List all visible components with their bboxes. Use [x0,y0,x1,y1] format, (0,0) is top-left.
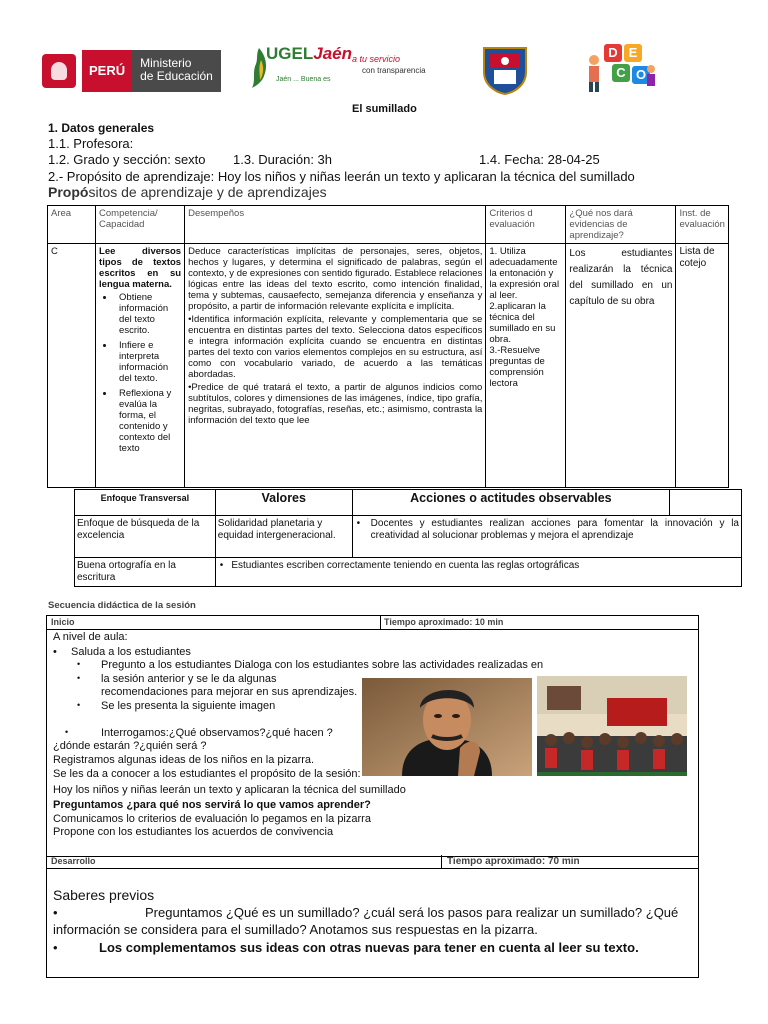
recomendaciones-text: recomendaciones para mejorar en sus aprendizajes. [101,686,358,698]
ugel-tagline-3: Jaén ... Buena es [276,76,331,83]
child-figure-icon [644,64,658,92]
header-area: Area [48,206,96,244]
desarrollo-time: Tiempo aproximado: 70 min [447,856,580,867]
competencia-text: Lee diversos tipos de textos escritos en su lengua materna. [99,246,182,290]
peru-ministerio-logo [42,50,234,92]
desempeno-text: •Identifica información explícita, relevante y complementaria que se encuentra en distintas partes del texto. Selecciona datos específicos e integra información explícita cuando se encuentra en distintas partes del texto con varios elementos complejos en su estructura, así como con vocabulario variado, de acuerdo a las temáticas abordadas. [188,314,483,380]
ministerio-label [132,50,221,92]
header-instrumento: Inst. de evaluación [676,206,729,244]
desempenos-cell [185,244,486,488]
students-photo [537,676,687,776]
ugel-logo [248,44,428,94]
ugel-tagline-1: a tu servicio [352,54,401,64]
ministerio-line1: Ministerio [140,56,192,70]
enfoque-cell: Enfoque de búsqueda de la excelencia [75,516,216,558]
comunicamos-text: Comunicamos lo criterios de evaluación lo pegamos en la pizarra [53,813,371,825]
desarrollo-section: Desarrollo Tiempo aproximado: 70 min Saberes previos • Preguntamos ¿Qué es un sumillado? ¿cuál será los pasos para realizar un sumillado? ¿Qué información se considera para el sumillado? Anotamos sus respuestas en la pizarra. • Los complementamos sus ideas con otras nuevas para tener en cuenta al leer su texto. [46,855,699,978]
capacidad-item: • Infiere e interpreta información del texto. [115,340,181,384]
ugel-tagline-2: con transparencia [362,66,426,75]
deco-letter-d: D [604,44,622,62]
propositos-heading: Propósitos de aprendizaje y de aprendizajes [48,184,327,200]
desarrollo-header-row [47,855,698,869]
header-desempenos: Desempeños [185,206,486,244]
valores-cell: Solidaridad planetaria y equidad intergeneracional. [215,516,352,558]
fecha-line: 1.4. Fecha: 28-04-25 [479,152,600,167]
capacidad-item: • Reflexiona y evalúa la forma, el contenido y contexto del texto [115,388,181,454]
deco-letter-o: O [632,66,650,84]
header-acciones: Acciones o actitudes observables [352,490,669,516]
peru-shield-icon [42,54,76,88]
evidencias-cell: Los estudiantes realizarán la técnica del sumillado en un capítulo de su obra [566,244,676,488]
criterios-cell: 1. Utiliza adecuadamente la entonación y la expresión oral al leer. 2.aplicaran la técnica del sumillado en su obra. 3.-Resuelve preguntas de comprensión lectora [486,244,566,488]
document-title: El sumillado [352,103,417,115]
hoy-text: Hoy los niños y niñas leerán un texto y aplicaran la técnica del sumillado [53,784,406,796]
registramos-text: Registramos algunas ideas de los niños en la pizarra. [53,754,315,766]
competencias-table [47,205,729,488]
school-crest-icon [478,42,532,96]
donde-text: ¿dónde estarán ?¿quién será ? [53,740,207,752]
competencia-cell [96,244,185,488]
se-les-da-text: Se les da a conocer a los estudiantes el propósito de la sesión: [53,768,361,780]
proposito-line: 2.- Propósito de aprendizaje: Hoy los niños y niñas leerán un texto y aplicaran la técnica del sumillado [48,169,635,184]
deco-letter-c: C [612,64,630,82]
header-competencia: Competencia/ Capacidad [96,206,185,244]
interrogamos-text: Interrogamos:¿Qué observamos?¿qué hacen ? [101,727,333,739]
header-criterios: Criterios d evaluación [486,206,566,244]
datos-generales-heading: 1. Datos generales [48,121,155,135]
header-evidencias: ¿Qué nos dará evidencias de aprendizaje? [566,206,676,244]
desarrollo-label: Desarrollo [51,856,96,866]
duracion-line: 1.3. Duración: 3h [233,152,333,167]
inicio-time: Tiempo aproximado: 10 min [384,617,504,627]
presenta-text: Se les presenta la siguiente imagen [101,700,276,712]
empty-header-cell [670,490,742,516]
profesora-line: 1.1. Profesora: [48,136,134,151]
deco-letter-e: E [624,44,642,62]
enfoque-cell: Buena ortografía en la escritura [75,558,216,587]
desempeno-text: Deduce características implícitas de personajes, seres, objetos, hechos y lugares, y determina el significado de palabras, según el contexto, y de expresiones con sentido figurado. Establece relaciones lógicas entre las ideas del texto escrito, como intención finalidad, tema y subtemas, causaefecto, semejanza diferencia y enseñanza y propósito, a partir de información relevante explícita e implícita. [188,246,483,312]
complementamos-text: Los complementamos sus ideas con otras nuevas para tener en cuenta al leer su texto. [99,940,639,955]
instrumento-cell: Lista de cotejo [676,244,729,488]
peru-label: PERÚ [82,50,132,92]
enfoques-table [74,489,742,587]
ugel-title: UGELJaén [266,44,352,63]
grado-line: 1.2. Grado y sección: sexto [48,152,206,167]
acciones-cell: • Docentes y estudiantes realizan acciones para fomentar la innovación y la creatividad al solucionar problemas y mejora el aprendizaje [352,516,741,558]
area-cell: C [48,244,96,488]
header-valores: Valores [215,490,352,516]
preguntamos-sumillado-text: Preguntamos ¿Qué es un sumillado? ¿cuál será los pasos para realizar un sumillado? ¿Qué [145,905,679,920]
child-figure-icon [584,54,604,94]
secuencia-heading: Secuencia didáctica de la sesión [48,600,196,611]
portrait-image [362,678,532,776]
header-enfoque: Enfoque Transversal [75,490,216,516]
informacion-text: información se considera para el sumillado? Anotamos sus respuestas en la pizarra. [53,922,538,937]
ministerio-line2: de Educación [140,69,213,83]
saberes-text: Saberes previos [53,887,155,903]
capacidad-item: • Obtiene información del texto escrito. [115,292,181,336]
inicio-section: Inicio Tiempo aproximado: 10 min A nivel de aula: • Saluda a los estudiantes • Pregunto a los estudiantes Dialoga con los estudiantes sobre las actividades realizadas en • la sesión anterior y se le da algunas recomendaciones para mejorar en sus aprendizajes. • Se les presenta la siguiente imagen • Interrogamos:¿Qué observamos?¿qué hacen ? ¿dónde estarán ?¿quién será ? Registramos algunas ideas de los niños en la pizarra. Se les da a conocer a los estudiantes el propósito de la sesión: Hoy los niños y niñas leerán un texto y aplicaran la técnica del sumillado Preguntamos ¿para qué nos servirá lo que vamos aprender? Comunicamos lo criterios de evaluación lo pegamos en la pizarra Propone con los estudiantes los acuerdos de convivencia [46,615,699,857]
valores-cell: • Estudiantes escriben correctamente teniendo en cuenta las reglas ortográficas [215,558,741,587]
pregunto-text: Pregunto a los estudiantes Dialoga con los estudiantes sobre las actividades realizadas en [101,659,544,671]
inicio-header-row [47,616,698,630]
propone-text: Propone con los estudiantes los acuerdos de convivencia [53,826,334,838]
preguntamos-text: Preguntamos ¿para qué nos servirá lo que vamos aprender? [53,799,371,811]
deco-logo [582,42,658,96]
sesion-text: la sesión anterior y se le da algunas [101,673,277,685]
saluda-text: Saluda a los estudiantes [71,646,191,658]
a-nivel-text: A nivel de aula: [53,631,128,643]
desempeno-text: •Predice de qué tratará el texto, a partir de algunos indicios como subtítulos, colores y dimensiones de las imágenes, índice, tipo grafía, negritas, subrayado, fotografías, reseñas, etc.; asimismo, contrasta la información del texto que lee [188,382,483,426]
inicio-label: Inicio [51,617,75,627]
